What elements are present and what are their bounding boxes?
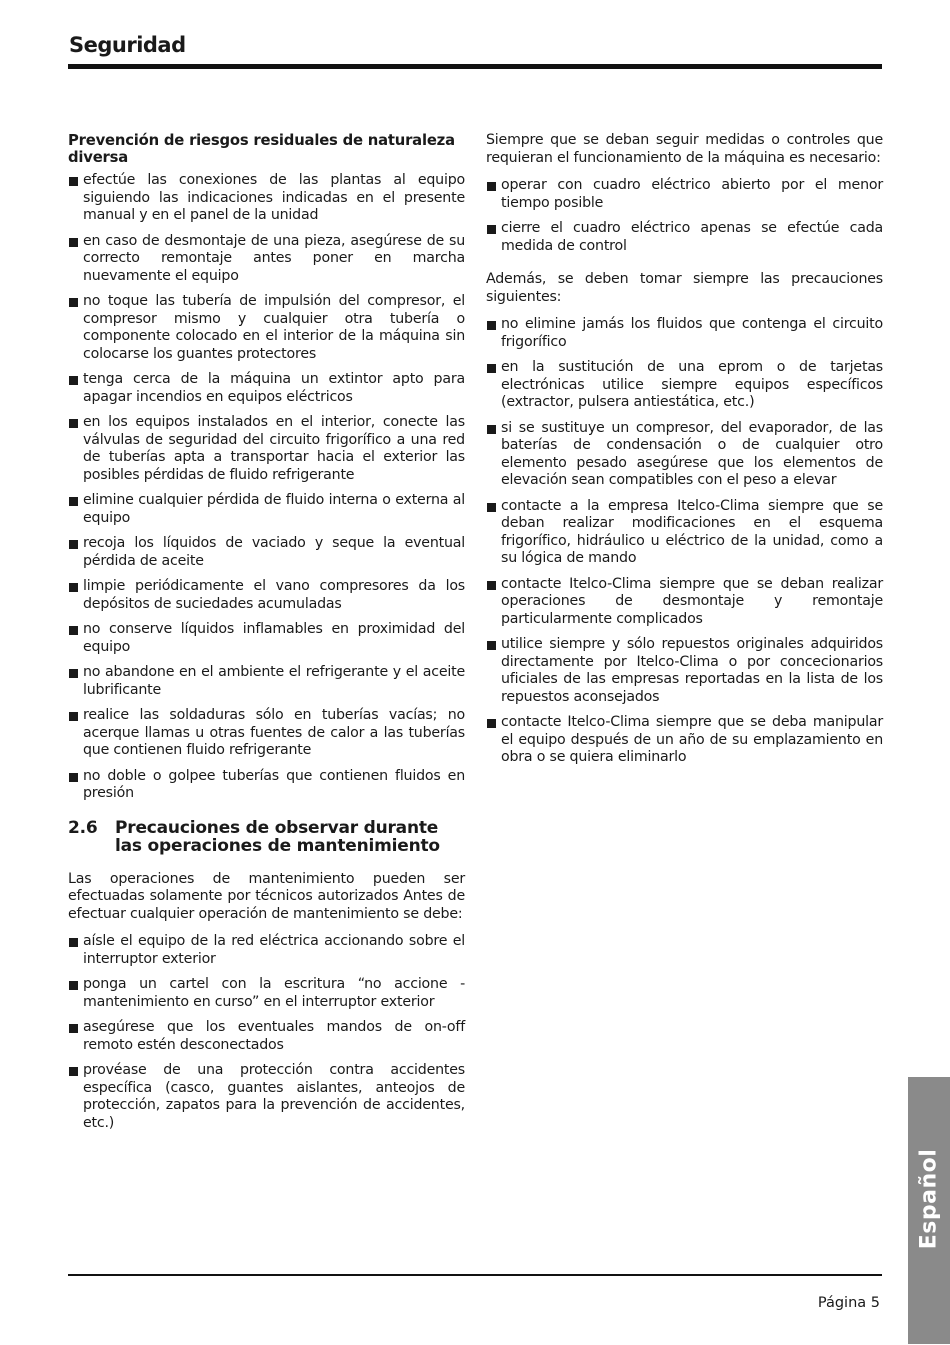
list-item: contacte Itelco-Clima siempre que se deban realizar operaciones de desmontaje y remontaje particularmente complicados	[486, 576, 883, 629]
header-rule	[68, 64, 882, 69]
list-item: efectúe las conexiones de las plantas al equipo siguiendo las indicaciones indicadas en el presente manual y en el panel de la unidad	[68, 172, 465, 225]
list-item: aísle el equipo de la red eléctrica accionando sobre el interruptor exterior	[68, 933, 465, 968]
page-number: Página 5	[817, 1295, 880, 1311]
left-column	[68, 132, 465, 1140]
precautions-list	[486, 316, 883, 767]
list-item: no conserve líquidos inflamables en proximidad del equipo	[68, 621, 465, 656]
paragraph-intro-precautions: Además, se deben tomar siempre las precauciones siguientes:	[486, 271, 883, 305]
list-item: no abandone en el ambiente el refrigerante y el aceite lubrificante	[68, 664, 465, 699]
list-item: no toque las tubería de impulsión del compresor, el compresor mismo y cualquier otra tubería o componente colocado en el interior de la máquina sin colocarse los guantes protectores	[68, 293, 465, 363]
language-tab	[908, 1077, 950, 1344]
residual-risks-list	[68, 172, 465, 803]
list-item: limpie periódicamente el vano compresores da los depósitos de suciedades acumuladas	[68, 578, 465, 613]
list-item: no elimine jamás los fluidos que contenga el circuito frigorífico	[486, 316, 883, 351]
language-tab-label: Español	[916, 1148, 942, 1250]
section-intro: Las operaciones de mantenimiento pueden ser efectuadas solamente por técnicos autorizados Antes de efectuar cualquier operación de mantenimiento se debe:	[68, 870, 465, 922]
list-item: provéase de una protección contra accidentes específica (casco, guantes aislantes, anteojos de protección, zapatos para la prevención de accidentes, etc.)	[68, 1062, 465, 1132]
right-column	[486, 132, 883, 775]
list-item: no doble o golpee tuberías que contienen fluidos en presión	[68, 768, 465, 803]
list-item: cierre el cuadro eléctrico apenas se efectúe cada medida de control	[486, 220, 883, 255]
section-title: Precauciones de observar durante las operaciones de mantenimiento	[115, 817, 440, 856]
measures-list	[486, 177, 883, 255]
list-item: operar con cuadro eléctrico abierto por el menor tiempo posible	[486, 177, 883, 212]
list-item: asegúrese que los eventuales mandos de on-off remoto estén desconectados	[68, 1019, 465, 1054]
list-item: utilice siempre y sólo repuestos originales adquiridos directamente por Itelco-Clima o por concecionarios uficiales de las empresas reportadas en la lista de los repuestos aconsejados	[486, 636, 883, 706]
list-item: recoja los líquidos de vaciado y seque la eventual pérdida de aceite	[68, 535, 465, 570]
list-item: realice las soldaduras sólo en tuberías vacías; no acerque llamas u otras fuentes de calor a las tuberías que contienen fluido refrigerante	[68, 707, 465, 760]
list-item: ponga un cartel con la escritura “no accione - mantenimiento en curso” en el interruptor exterior	[68, 976, 465, 1011]
list-item: contacte a la empresa Itelco-Clima siempre que se deban realizar modificaciones en el esquema frigorífico, hidráulico u eléctrico de la unidad, como a su lógica de mando	[486, 498, 883, 568]
section-heading	[68, 819, 465, 855]
list-item: si se sustituye un compresor, del evaporador, de las baterías de condensación o de cualquier otro elemento pesado asegúrese que los elementos de elevación sean compatibles con el peso a elevar	[486, 420, 883, 490]
page-title: Seguridad	[69, 33, 186, 57]
list-item: tenga cerca de la máquina un extintor apto para apagar incendios en equipos eléctricos	[68, 371, 465, 406]
list-item: elimine cualquier pérdida de fluido interna o externa al equipo	[68, 492, 465, 527]
list-item: en los equipos instalados en el interior, conecte las válvulas de seguridad del circuito frigorífico a una red de tuberías apta a transportar hacia el exterior las posibles pérdidas de fluido refrigerante	[68, 414, 465, 484]
subheading-residual-risks: Prevención de riesgos residuales de naturaleza diversa	[68, 132, 455, 166]
list-item: en caso de desmontaje de una pieza, asegúrese de su correcto remontaje antes poner en marcha nuevamente el equipo	[68, 233, 465, 286]
footer-rule	[68, 1274, 882, 1276]
maintenance-list	[68, 933, 465, 1132]
section-number: 2.6	[68, 817, 98, 838]
paragraph-intro-measures: Siempre que se deban seguir medidas o controles que requieran el funcionamiento de la máquina es necesario:	[486, 132, 883, 166]
list-item: en la sustitución de una eprom o de tarjetas electrónicas utilice siempre equipos específicos (extractor, pulsera antiestática, etc.)	[486, 359, 883, 412]
list-item: contacte Itelco-Clima siempre que se deba manipular el equipo después de un año de su emplazamiento en obra o se quiera eliminarlo	[486, 714, 883, 767]
